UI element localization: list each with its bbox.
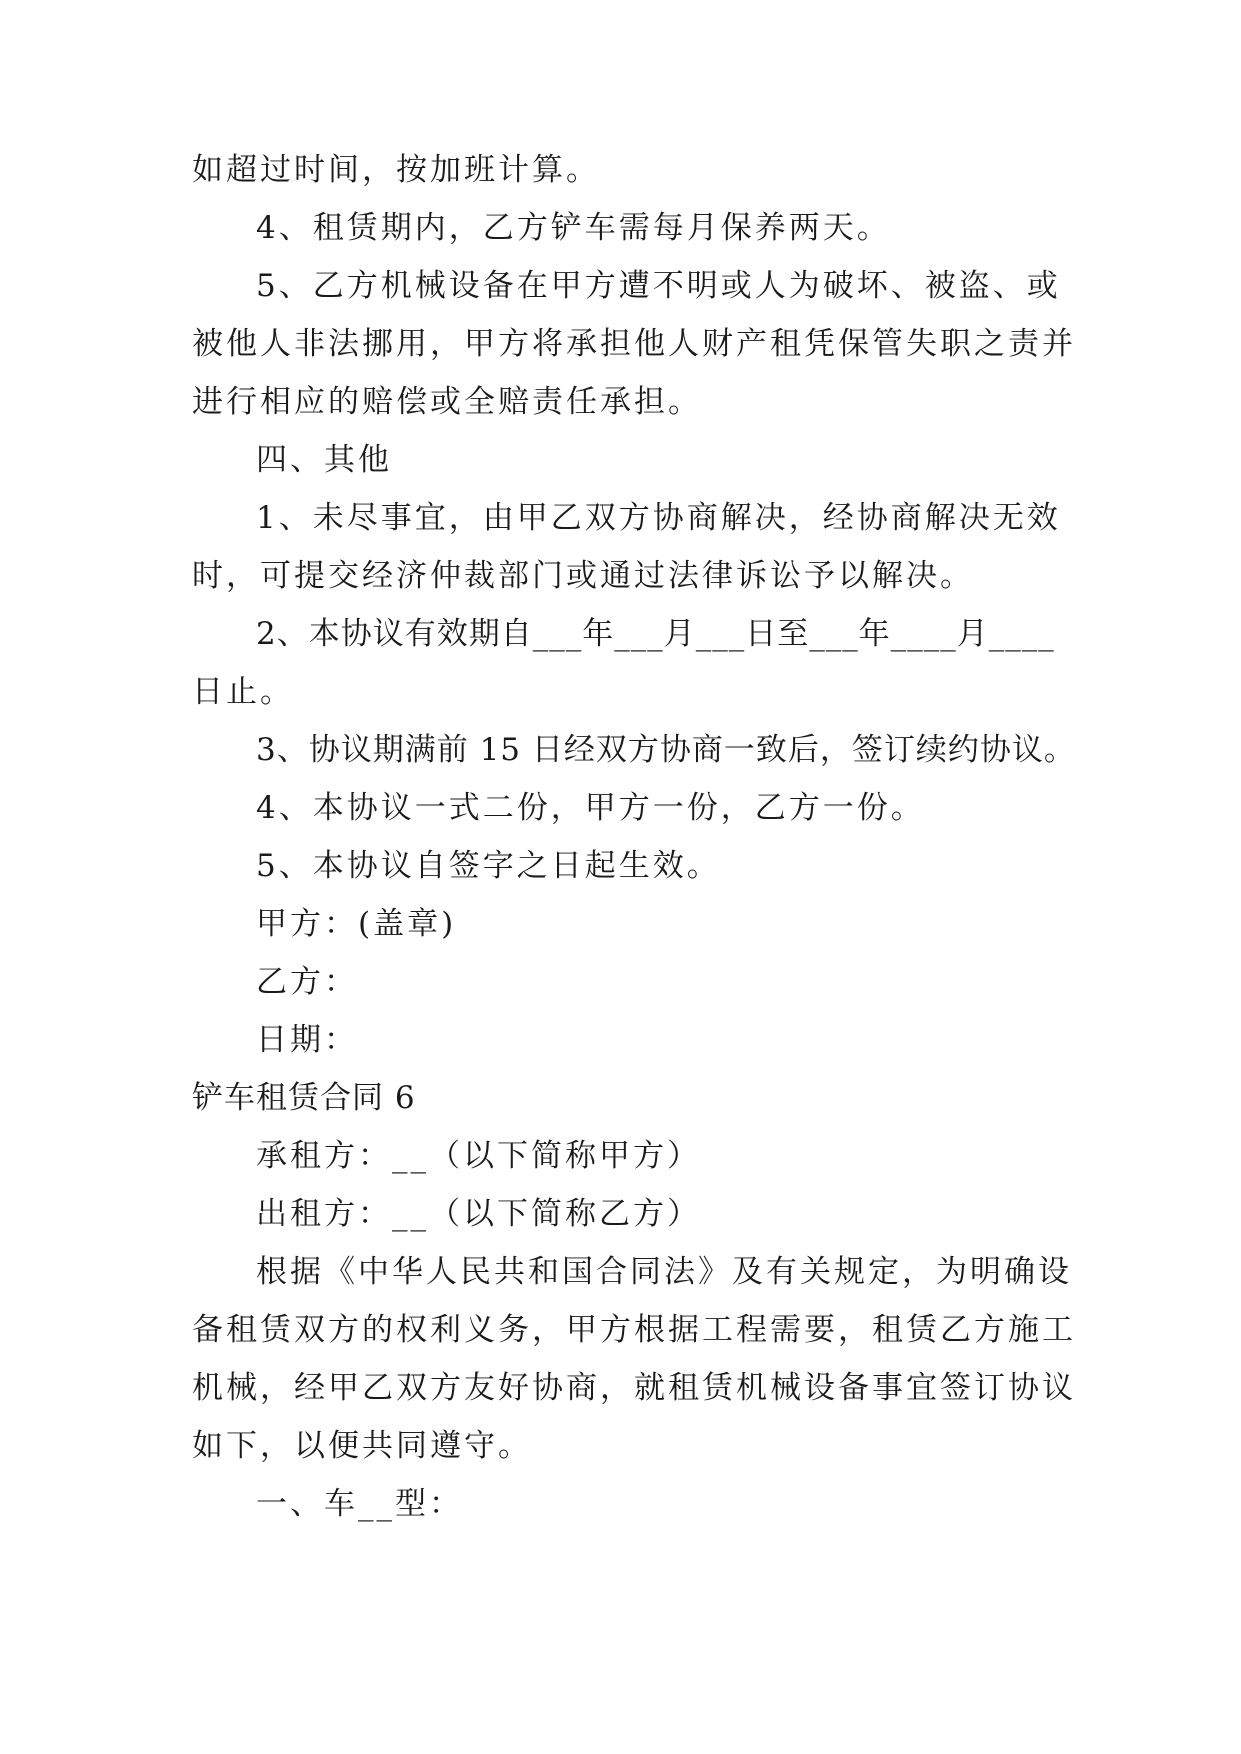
contract-title: 铲车租赁合同 6 (192, 1080, 416, 1116)
text-line: 备租赁双方的权利义务，甲方根据工程需要，租赁乙方施工 (192, 1312, 1076, 1348)
text-line: 进行相应的赔偿或全赔责任承担。 (192, 384, 702, 420)
text-line: 日止。 (192, 674, 294, 710)
text-line: 5、乙方机械设备在甲方遭不明或人为破坏、被盗、或 (256, 268, 1061, 304)
text-line: 5、本协议自签字之日起生效。 (256, 848, 721, 884)
text-line: 2、本协议有效期自___年___月___日至___年____月____ (256, 616, 1055, 652)
lessor-line: 出租方：__（以下简称乙方） (256, 1196, 701, 1232)
text-line: 如超过时间，按加班计算。 (192, 152, 600, 188)
text-line: 4、本协议一式二份，甲方一份，乙方一份。 (256, 790, 925, 826)
text-line: 1、未尽事宜，由甲乙双方协商解决，经协商解决无效 (256, 500, 1061, 536)
text-line: 4、租赁期内，乙方铲车需每月保养两天。 (256, 210, 891, 246)
section-heading: 一、车__型： (256, 1486, 463, 1522)
section-heading: 四、其他 (256, 442, 392, 478)
text-line: 如下，以便共同遵守。 (192, 1428, 532, 1464)
signature-party-b: 乙方： (256, 964, 358, 1000)
text-line: 3、协议期满前 15 日经双方协商一致后，签订续约协议。 (256, 732, 1076, 768)
signature-date: 日期： (256, 1022, 358, 1058)
text-line: 机械，经甲乙双方友好协商，就租赁机械设备事宜签订协议 (192, 1370, 1076, 1406)
text-line: 被他人非法挪用，甲方将承担他人财产租凭保管失职之责并 (192, 326, 1076, 362)
text-line: 时，可提交经济仲裁部门或通过法律诉讼予以解决。 (192, 558, 974, 594)
text-line: 根据《中华人民共和国合同法》及有关规定，为明确设 (256, 1254, 1072, 1290)
lessee-line: 承租方：__（以下简称甲方） (256, 1138, 701, 1174)
signature-party-a: 甲方：(盖章) (256, 906, 457, 942)
